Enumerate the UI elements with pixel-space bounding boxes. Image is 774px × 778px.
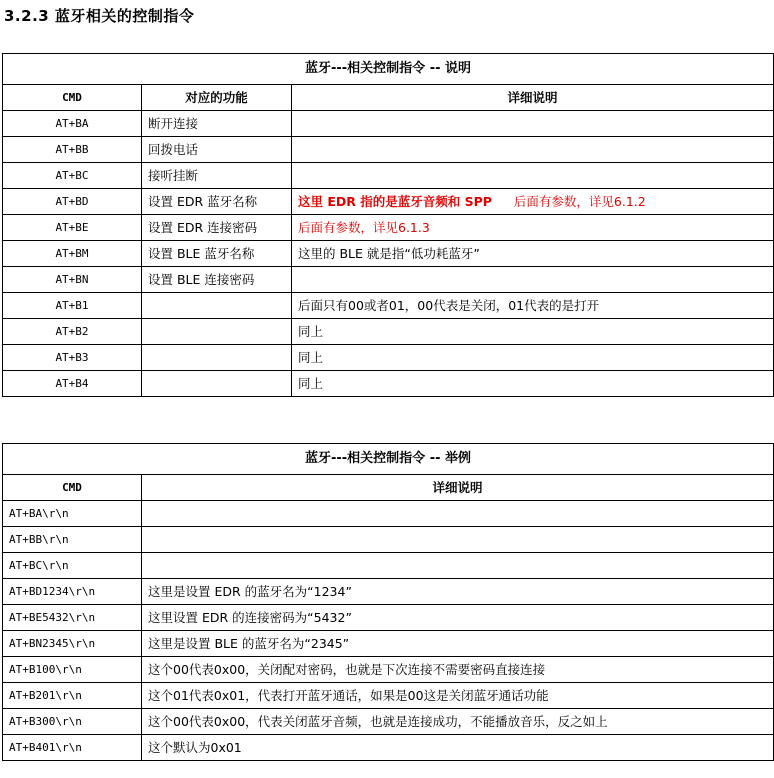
- table-row: [3, 371, 774, 397]
- detail-text: 后面只有00或者01，00代表是关闭，01代表的是打开: [298, 298, 600, 313]
- cmd-cell: AT+B4: [3, 371, 142, 397]
- cmd-cell: AT+B2: [3, 319, 142, 345]
- cmd-cell: AT+B201\r\n: [3, 683, 142, 709]
- table-row: [3, 735, 774, 761]
- cmd-cell: AT+BM: [3, 241, 142, 267]
- column-header-cmd: CMD: [3, 475, 142, 501]
- detail-text: 后面有参数，详见6.1.3: [298, 220, 430, 235]
- function-cell: 断开连接: [142, 111, 292, 137]
- detail-cell: [142, 553, 774, 579]
- table-row: [3, 267, 774, 293]
- function-cell: 设置 EDR 连接密码: [142, 215, 292, 241]
- detail-cell: [292, 163, 774, 189]
- detail-note: 后面有参数，详见6.1.2: [513, 194, 646, 209]
- detail-cell: [292, 215, 774, 241]
- detail-text: 同上: [298, 350, 324, 365]
- detail-cell: [292, 189, 774, 215]
- detail-cell: 这里是设置 BLE 的蓝牙名为“2345”: [142, 631, 774, 657]
- detail-text: 同上: [298, 376, 324, 391]
- detail-cell: 这个01代表0x01，代表打开蓝牙通话，如果是00这是关闭蓝牙通话功能: [142, 683, 774, 709]
- table-row: [3, 345, 774, 371]
- detail-cell: [292, 241, 774, 267]
- table-title: 蓝牙---相关控制指令 -- 说明: [3, 54, 774, 85]
- cmd-cell: AT+BE5432\r\n: [3, 605, 142, 631]
- detail-cell: [292, 345, 774, 371]
- cmd-cell: AT+BC: [3, 163, 142, 189]
- function-cell: 回拨电话: [142, 137, 292, 163]
- function-cell: 设置 BLE 蓝牙名称: [142, 241, 292, 267]
- detail-cell: 这个00代表0x00，代表关闭蓝牙音频，也就是连接成功，不能播放音乐，反之如上: [142, 709, 774, 735]
- table-row: [3, 631, 774, 657]
- detail-cell: [142, 501, 774, 527]
- function-cell: [142, 319, 292, 345]
- command-example-table: [2, 443, 774, 761]
- detail-cell: 这个00代表0x00，关闭配对密码，也就是下次连接不需要密码直接连接: [142, 657, 774, 683]
- cmd-cell: AT+BB\r\n: [3, 527, 142, 553]
- column-header-function: 对应的功能: [142, 85, 292, 111]
- table-row: [3, 657, 774, 683]
- detail-cell: [292, 371, 774, 397]
- cmd-cell: AT+BD1234\r\n: [3, 579, 142, 605]
- table-row: [3, 215, 774, 241]
- table-row: [3, 501, 774, 527]
- function-cell: [142, 293, 292, 319]
- cmd-cell: AT+BD: [3, 189, 142, 215]
- table-title: 蓝牙---相关控制指令 -- 举例: [3, 444, 774, 475]
- detail-cell: [292, 137, 774, 163]
- cmd-cell: AT+BB: [3, 137, 142, 163]
- function-cell: 设置 BLE 连接密码: [142, 267, 292, 293]
- detail-cell: [292, 293, 774, 319]
- table-row: [3, 241, 774, 267]
- table-row: [3, 605, 774, 631]
- table-row: [3, 527, 774, 553]
- detail-highlight: 这里 EDR 指的是蓝牙音频和 SPP: [298, 194, 492, 209]
- cmd-cell: AT+B3: [3, 345, 142, 371]
- detail-cell: [142, 527, 774, 553]
- cmd-cell: AT+BA: [3, 111, 142, 137]
- function-cell: [142, 371, 292, 397]
- cmd-cell: AT+B100\r\n: [3, 657, 142, 683]
- column-header-detail: 详细说明: [292, 85, 774, 111]
- detail-text: 同上: [298, 324, 324, 339]
- table-row: [3, 683, 774, 709]
- detail-cell: 这里是设置 EDR 的蓝牙名为“1234”: [142, 579, 774, 605]
- detail-cell: [292, 111, 774, 137]
- cmd-cell: AT+B300\r\n: [3, 709, 142, 735]
- detail-cell: 这个默认为0x01: [142, 735, 774, 761]
- table-row: [3, 319, 774, 345]
- detail-cell: [292, 319, 774, 345]
- table-row: [3, 111, 774, 137]
- function-cell: 设置 EDR 蓝牙名称: [142, 189, 292, 215]
- cmd-cell: AT+B1: [3, 293, 142, 319]
- cmd-cell: AT+B401\r\n: [3, 735, 142, 761]
- section-heading: 3.2.3 蓝牙相关的控制指令: [4, 7, 195, 25]
- function-cell: [142, 345, 292, 371]
- function-cell: 接听挂断: [142, 163, 292, 189]
- table-row: [3, 163, 774, 189]
- cmd-cell: AT+BC\r\n: [3, 553, 142, 579]
- table-row: [3, 709, 774, 735]
- detail-cell: [292, 267, 774, 293]
- table-row: [3, 137, 774, 163]
- command-description-table: [2, 53, 774, 397]
- cmd-cell: AT+BA\r\n: [3, 501, 142, 527]
- cmd-cell: AT+BE: [3, 215, 142, 241]
- table-row: [3, 189, 774, 215]
- detail-cell: 这里设置 EDR 的连接密码为“5432”: [142, 605, 774, 631]
- detail-text: 这里的 BLE 就是指“低功耗蓝牙”: [298, 246, 480, 261]
- table-row: [3, 553, 774, 579]
- column-header-detail: 详细说明: [142, 475, 774, 501]
- column-header-cmd: CMD: [3, 85, 142, 111]
- cmd-cell: AT+BN: [3, 267, 142, 293]
- table-row: [3, 579, 774, 605]
- cmd-cell: AT+BN2345\r\n: [3, 631, 142, 657]
- table-row: [3, 293, 774, 319]
